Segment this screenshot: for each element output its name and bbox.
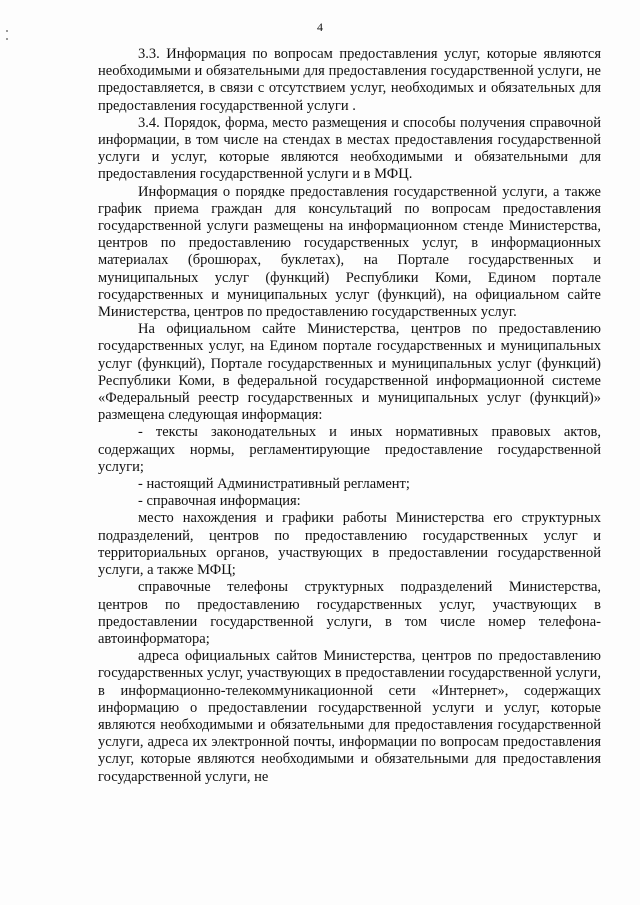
list-item-reference: - справочная информация: [138,493,301,510]
paragraph-websites: адреса официальных сайтов Министерства, центров по предоставлению государственных услуг, участвующих в предоставлении государственной услуги, в информационно-телекоммуникационной сети «Интернет», содержащих информацию о предоставлении государственной услуги и услуг, которые являются необходимыми и обязательными для предоставления государственной услуги, адреса их электронной почты, информации по вопросам предоставления услуг, которые являются необходимыми и обязательными для предоставления государственной услуги, не [98,648,601,785]
paragraph-3-4: 3.4. Порядок, форма, место размещения и способы получения справочной информации, в том числе на стендах в местах предоставления государственной услуги и услуг, которые являются необходимыми и обязательными для предоставления государственной услуги и в МФЦ. [98,114,601,183]
page-number: 4 [317,20,323,34]
scan-mark [6,38,8,40]
paragraph-3-3: 3.3. Информация по вопросам предоставления услуг, которые являются необходимыми и обязательными для предоставления государственной услуги, не предоставляется, в связи с отсутствием услуг, необходимых и обязательных для предоставления государственной услуги . [98,46,601,114]
paragraph-info-order: Информация о порядке предоставления государственной услуги, а также график приема граждан для консультаций по вопросам предоставления государственной услуги размещены на информационном стенде Министерства, центров по предоставлению государственных услуг, в информационных материалах (брошюрах, буклетах), на Портале государственных и муниципальных услуг (функций) Республики Коми, Едином портале государственных и муниципальных услуг (функций), на официальном сайте Министерства, центров по предоставлению государственных услуг. [98,183,601,321]
list-item-regulation: - настоящий Административный регламент; [138,476,410,493]
paragraph-official-site: На официальном сайте Министерства, центров по предоставлению государственных услуг, на Едином портале государственных и муниципальных услуг (функций), Портале государственных и муниципальных услуг (функций) Республики Коми, в федеральной государственной информационной системе «Федеральный реестр государственных и муниципальных услуг (функций)» размещена следующая информация: [98,321,601,424]
list-item-laws: - тексты законодательных и иных нормативных правовых актов, содержащих нормы, регламентирующие предоставление государственной услуги; [98,424,601,475]
paragraph-phones: справочные телефоны структурных подразделений Министерства, центров по предоставлению государственных услуг, участвующих в предоставлении государственной услуги, в том числе номер телефона-автоинформатора; [98,579,601,647]
document-body [98,46,601,786]
paragraph-locations: место нахождения и графики работы Министерства его структурных подразделений, центров по предоставлению государственных услуг и территориальных органов, участвующих в предоставлении государственной услуги, а также МФЦ; [98,510,601,579]
